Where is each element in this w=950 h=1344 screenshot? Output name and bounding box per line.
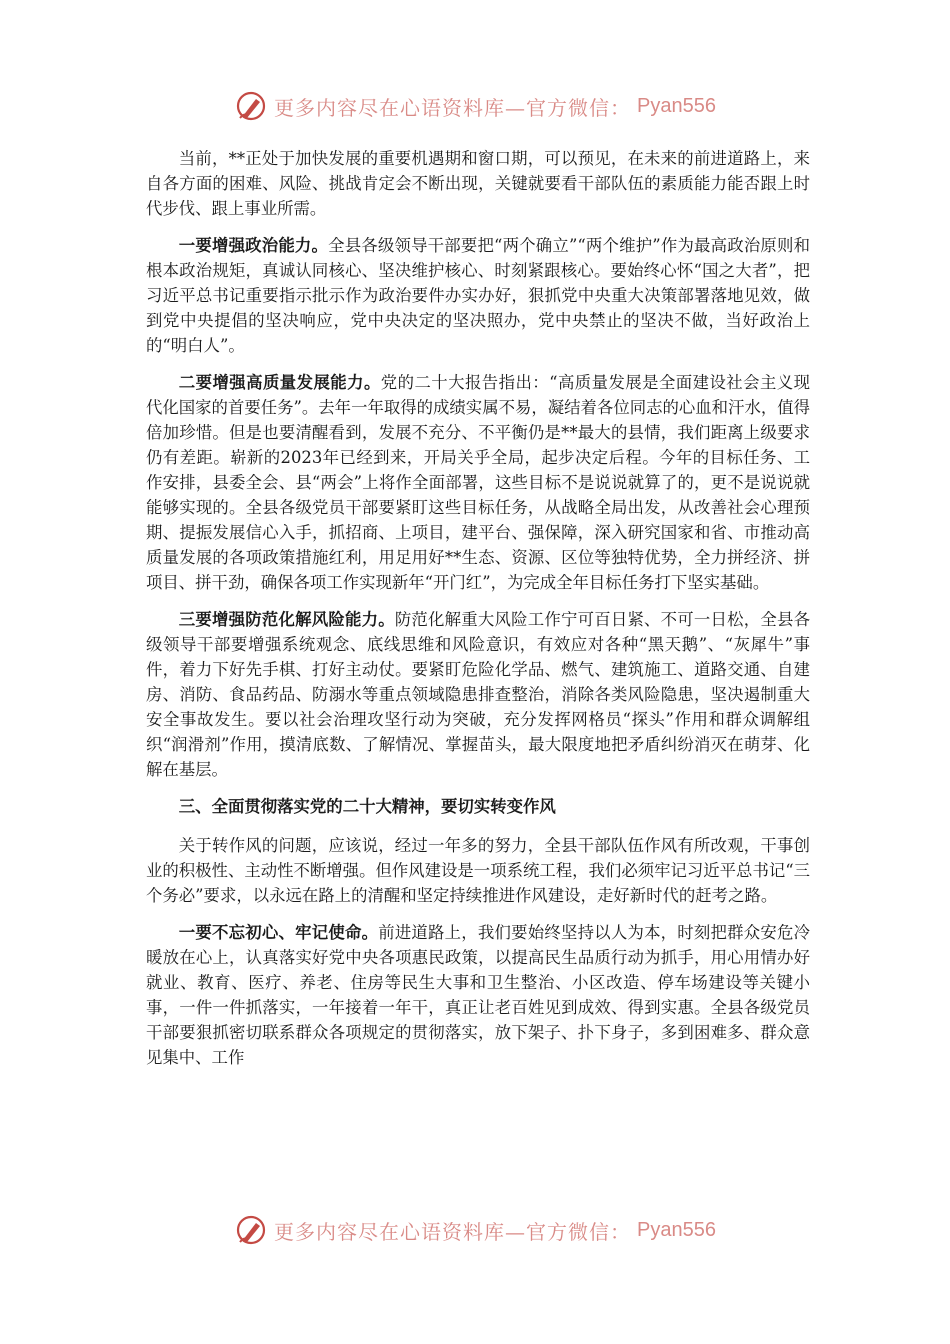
pen-nib-logo-icon [234,1213,268,1247]
footer-watermark [0,1210,950,1250]
paragraph [146,233,810,358]
document-body [146,146,810,1082]
section-heading-text: 三、全面贯彻落实党的二十大精神，要切实转变作风 [178,797,556,816]
paragraph [146,607,810,782]
paragraph [146,833,810,908]
paragraph [146,370,810,595]
paragraph-text: 防范化解重大风险工作宁可百日紧、不可一日松，全县各级领导干部要增强系统观念、底线思维和风险意识，有效应对各种“黑天鹅”、“灰犀牛”事件，着力下好先手棋、打好主动仗。要紧盯危险化学品、燃气、建筑施工、道路交通、自建房、消防、食品药品、防溺水等重点领域隐患排查整治，消除各类风险隐患，坚决遏制重大安全事故发生。要以社会治理攻坚行动为突破，充分发挥网格员“探头”作用和群众调解组织“润滑剂”作用，摸清底数、了解情况、掌握苗头，最大限度地把矛盾纠纷消灭在萌芽、化解在基层。 [146,610,810,779]
paragraph-text: 关于转作风的问题，应该说，经过一年多的努力，全县干部队伍作风有所改观，干事创业的积极性、主动性不断增强。但作风建设是一项系统工程，我们必须牢记习近平总书记“三个务必”要求，以永远在路上的清醒和坚定持续推进作风建设，走好新时代的赶考之路。 [146,836,811,905]
paragraph-text: 前进道路上，我们要始终坚持以人为本，时刻把群众安危冷暖放在心上，认真落实好党中央各项惠民政策，以提高民生品质行动为抓手，用心用情办好就业、教育、医疗、养老、住房等民生大事和卫生整治、小区改造、停车场建设等关键小事，一件一件抓落实，一年接着一年干，真正让老百姓见到成效、得到实惠。全县各级党员干部要狠抓密切联系群众各项规定的贯彻落实，放下架子、扑下身子，多到困难多、群众意见集中、工作 [146,923,811,1067]
paragraph-lead: 三要增强防范化解风险能力。 [178,610,395,629]
watermark-wechat-id: Pyan556 [637,94,716,117]
section-heading [146,794,810,819]
paragraph-text: 全县各级领导干部要把“两个确立”“两个维护”作为最高政治原则和根本政治规矩，真诚认同核心、坚决维护核心、时刻紧跟核心。要始终心怀“国之大者”，把习近平总书记重要指示批示作为政治要件办实办好，狠抓党中央重大决策部署落地见效，做到党中央提倡的坚决响应，党中央决定的坚决照办，党中央禁止的坚决不做，当好政治上的“明白人”。 [146,236,810,355]
pen-nib-logo-icon [234,89,268,123]
paragraph-lead: 一要不忘初心、牢记使命。 [178,923,379,942]
paragraph-lead: 二要增强高质量发展能力。 [178,373,381,392]
header-watermark [0,86,950,126]
paragraph [146,920,810,1070]
paragraph-text: 当前，**正处于加快发展的重要机遇期和窗口期，可以预见，在未来的前进道路上，来自各方面的困难、风险、挑战肯定会不断出现，关键就要看干部队伍的素质能力能否跟上时代步伐、跟上事业所需。 [146,149,810,218]
watermark-text: 更多内容尽在心语资料库—官方微信： [274,1219,632,1244]
paragraph-lead: 一要增强政治能力。 [178,236,329,255]
watermark-text: 更多内容尽在心语资料库—官方微信： [274,95,632,120]
watermark-wechat-id: Pyan556 [637,1218,716,1241]
paragraph [146,146,810,221]
paragraph-text: 党的二十大报告指出：“高质量发展是全面建设社会主义现代化国家的首要任务”。去年一年取得的成绩实属不易，凝结着各位同志的心血和汗水，值得倍加珍惜。但是也要清醒看到，发展不充分、不平衡仍是**最大的县情，我们距离上级要求仍有差距。崭新的2023年已经到来，开局关乎全局，起步决定后程。今年的目标任务、工作安排，县委全会、县“两会”上将作全面部署，这些目标不是说说就算了的，更不是说说就能够实现的。全县各级党员干部要紧盯这些目标任务，从战略全局出发，从改善社会心理预期、提振发展信心入手，抓招商、上项目，建平台、强保障，深入研究国家和省、市推动高质量发展的各项政策措施红利，用足用好**生态、资源、区位等独特优势，全力拼经济、拼项目、拼干劲，确保各项工作实现新年“开门红”，为完成全年目标任务打下坚实基础。 [146,373,811,592]
